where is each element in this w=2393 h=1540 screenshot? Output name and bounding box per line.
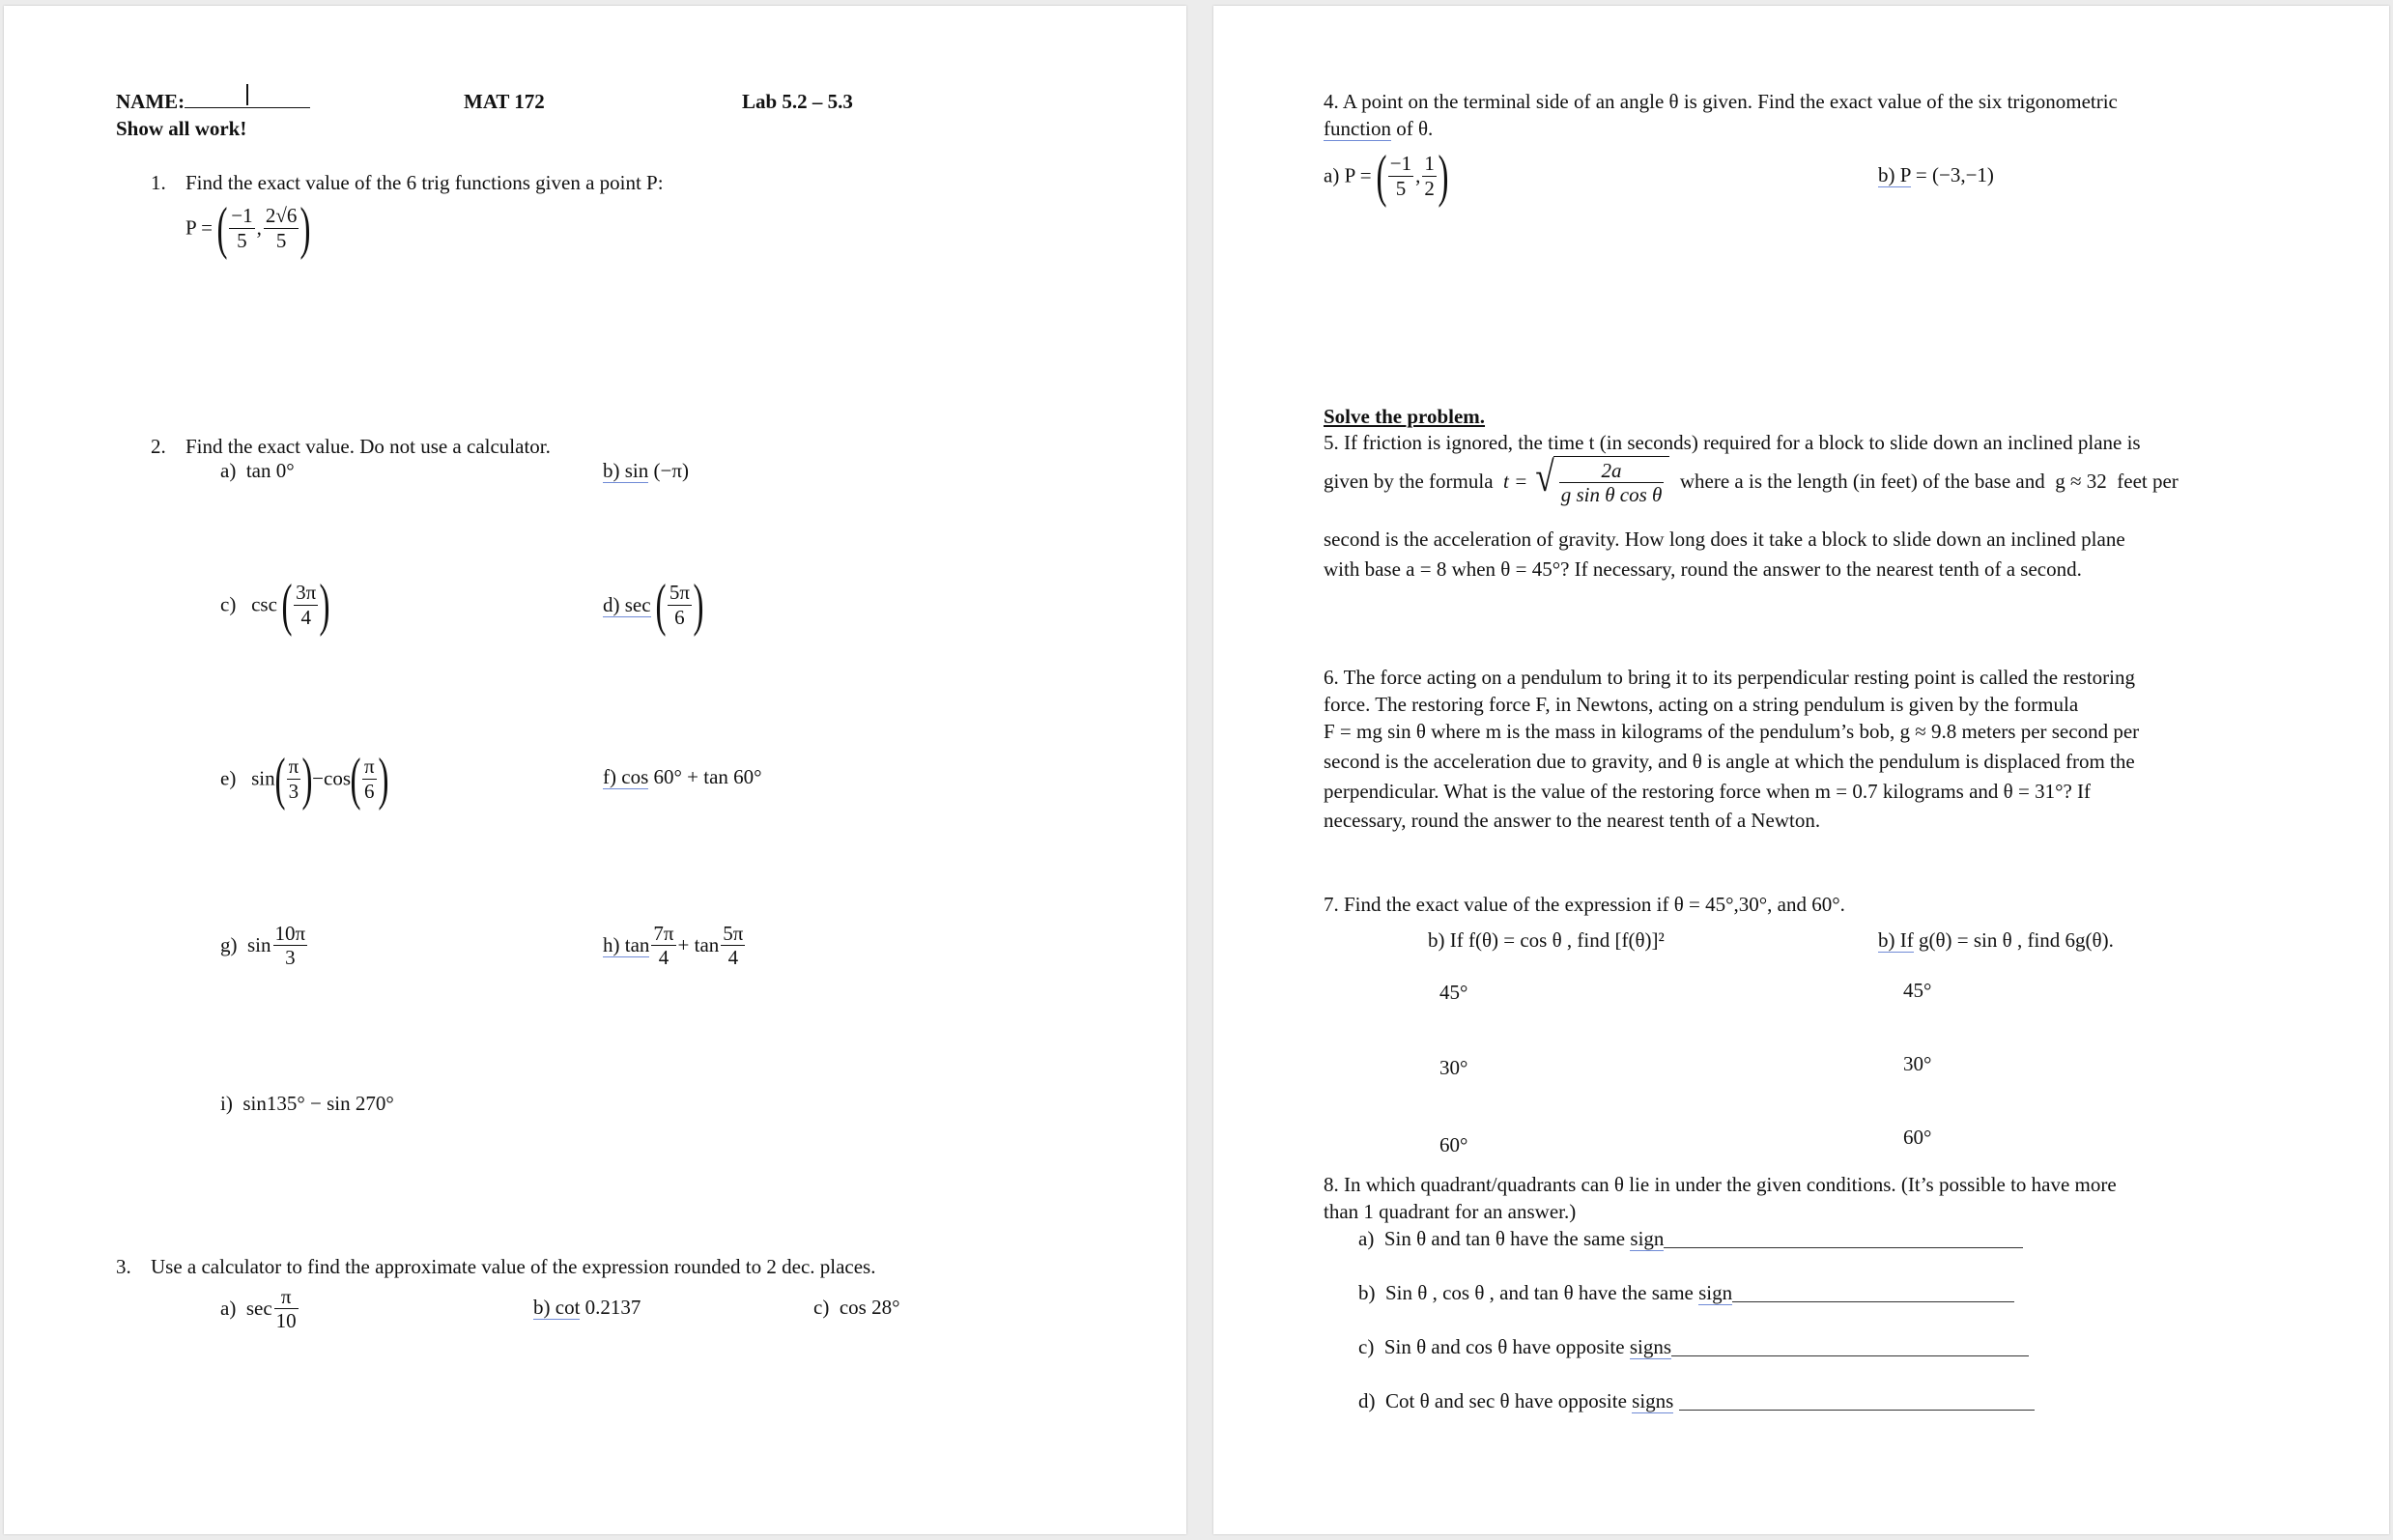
q2c: c) csc ( $\frac{3\pi}{4}$ ): [220, 573, 330, 637]
q7-right-angle-60: 60°: [1903, 1126, 1932, 1149]
lab-title: Lab 5.2 – 5.3: [742, 90, 853, 113]
q8-item-a: a) Sin θ and tan θ have the same sign: [1358, 1226, 2023, 1252]
q8-item-b: b) Sin θ , cos θ , and tan θ have the same sign: [1358, 1280, 2014, 1306]
q4a: a) P = ( $\frac{-1}{5}$ , $\frac{1}{2}$ ): [1324, 144, 1449, 208]
q3b: b) cot 0.2137: [533, 1296, 641, 1319]
course-title: MAT 172: [464, 90, 545, 113]
worksheet-page-1: [4, 6, 1186, 1534]
q2a: a) tan 0°: [220, 459, 295, 482]
q5-line2: given by the formula t = √ $\frac{2a}{\text{g sin θ cos θ}}$ where a is the length (in feet) of the base and g ≈ 32 feet per: [1324, 453, 2179, 507]
q6-line3: F = mg sin θ where m is the mass in kilograms of the pendulum’s bob, g ≈ 9.8 meters per second per: [1324, 720, 2140, 743]
q4b: b) P = (−3,−1): [1878, 163, 1994, 186]
q8-item-d: d) Cot θ and sec θ have opposite signs: [1358, 1388, 2035, 1414]
q3-number: 3.: [116, 1255, 131, 1278]
name-label: NAME:: [116, 89, 310, 114]
q2-text: Find the exact value. Do not use a calculator.: [185, 435, 551, 458]
q5-line1: 5. If friction is ignored, the time t (in seconds) required for a block to slide down an inclined plane is: [1324, 431, 2141, 454]
q6-line2: force. The restoring force F, in Newtons, acting on a string pendulum is given by the formula: [1324, 693, 2079, 716]
solve-heading: Solve the problem.: [1324, 405, 1486, 428]
q7-left-angle-45: 45°: [1439, 981, 1468, 1004]
q2i: i) sin135° − sin 270°: [220, 1092, 394, 1115]
q2e: e) sin( $\frac{\pi}{3}$ )−cos( $\frac{\pi}{6}$ ): [220, 747, 389, 811]
q7-right-head: b) If g(θ) = sin θ , find 6g(θ).: [1878, 928, 2114, 952]
q5-line4: with base a = 8 when θ = 45°? If necessary, round the answer to the nearest tenth of a second.: [1324, 557, 2082, 581]
q6-line1: 6. The force acting on a pendulum to bring it to its perpendicular resting point is called the restoring: [1324, 666, 2135, 689]
q7-text: 7. Find the exact value of the expression if θ = 45°,30°, and 60°.: [1324, 893, 1845, 916]
q2h: h) tan $\frac{7\pi}{4}$ + tan $\frac{5\pi}{4}$: [603, 922, 744, 970]
q7-left-angle-60: 60°: [1439, 1133, 1468, 1156]
q8-line2: than 1 quadrant for an answer.): [1324, 1200, 1577, 1223]
q8-answer-line-c[interactable]: [1671, 1355, 2029, 1356]
q8-item-c: c) Sin θ and cos θ have opposite signs: [1358, 1334, 2029, 1360]
q2f: f) cos 60° + tan 60°: [603, 765, 762, 788]
q3a: a) sec $\frac{\pi}{10}$: [220, 1285, 297, 1333]
q6-line5: perpendicular. What is the value of the restoring force when m = 0.7 kilograms and θ = 31°? If: [1324, 780, 2092, 803]
worksheet-page-2: [1213, 6, 2389, 1534]
q8-answer-line-a[interactable]: [1664, 1246, 2023, 1248]
q7-right-angle-45: 45°: [1903, 979, 1932, 1002]
q3-text: Use a calculator to find the approximate value of the expression rounded to 2 dec. places.: [151, 1255, 876, 1278]
q2-number: 2.: [151, 435, 166, 458]
q8-answer-line-d[interactable]: [1679, 1409, 2035, 1411]
q2d: d) sec ( $\frac{5\pi}{6}$ ): [603, 573, 704, 637]
q3c: c) cos 28°: [813, 1296, 900, 1319]
q4-line1: 4. A point on the terminal side of an angle θ is given. Find the exact value of the six trigonometric: [1324, 90, 2118, 113]
show-work-note: Show all work!: [116, 117, 247, 140]
q1-number: 1.: [151, 171, 166, 194]
q7-right-angle-30: 30°: [1903, 1052, 1932, 1075]
q6-line4: second is the acceleration due to gravity, and θ is angle at which the pendulum is displaced from the: [1324, 750, 2135, 773]
q1-text: Find the exact value of the 6 trig functions given a point P:: [185, 171, 664, 194]
q5-line3: second is the acceleration of gravity. How long does it take a block to slide down an inclined plane: [1324, 528, 2125, 551]
q2b: b) sin (−π): [603, 459, 689, 482]
q7-left-angle-30: 30°: [1439, 1056, 1468, 1079]
q5-sqrt-formula: √ $\frac{2a}{\text{g sin θ cos θ}}$: [1533, 456, 1670, 506]
q8-line1: 8. In which quadrant/quadrants can θ lie in under the given conditions. (It’s possible to have more: [1324, 1173, 2117, 1196]
q1-point: P = ( $\frac{-1}{5}$ , $\frac{2√6}{5}$ ): [185, 196, 311, 260]
q7-left-head: b) If f(θ) = cos θ , find [f(θ)]²: [1428, 928, 1665, 952]
q2g: g) sin $\frac{10\pi}{3}$: [220, 922, 306, 970]
q4-line2: function of θ.: [1324, 117, 1434, 140]
q8-answer-line-b[interactable]: [1732, 1300, 2014, 1302]
q6-line6: necessary, round the answer to the nearest tenth of a Newton.: [1324, 809, 1821, 832]
text-cursor[interactable]: [246, 84, 248, 105]
